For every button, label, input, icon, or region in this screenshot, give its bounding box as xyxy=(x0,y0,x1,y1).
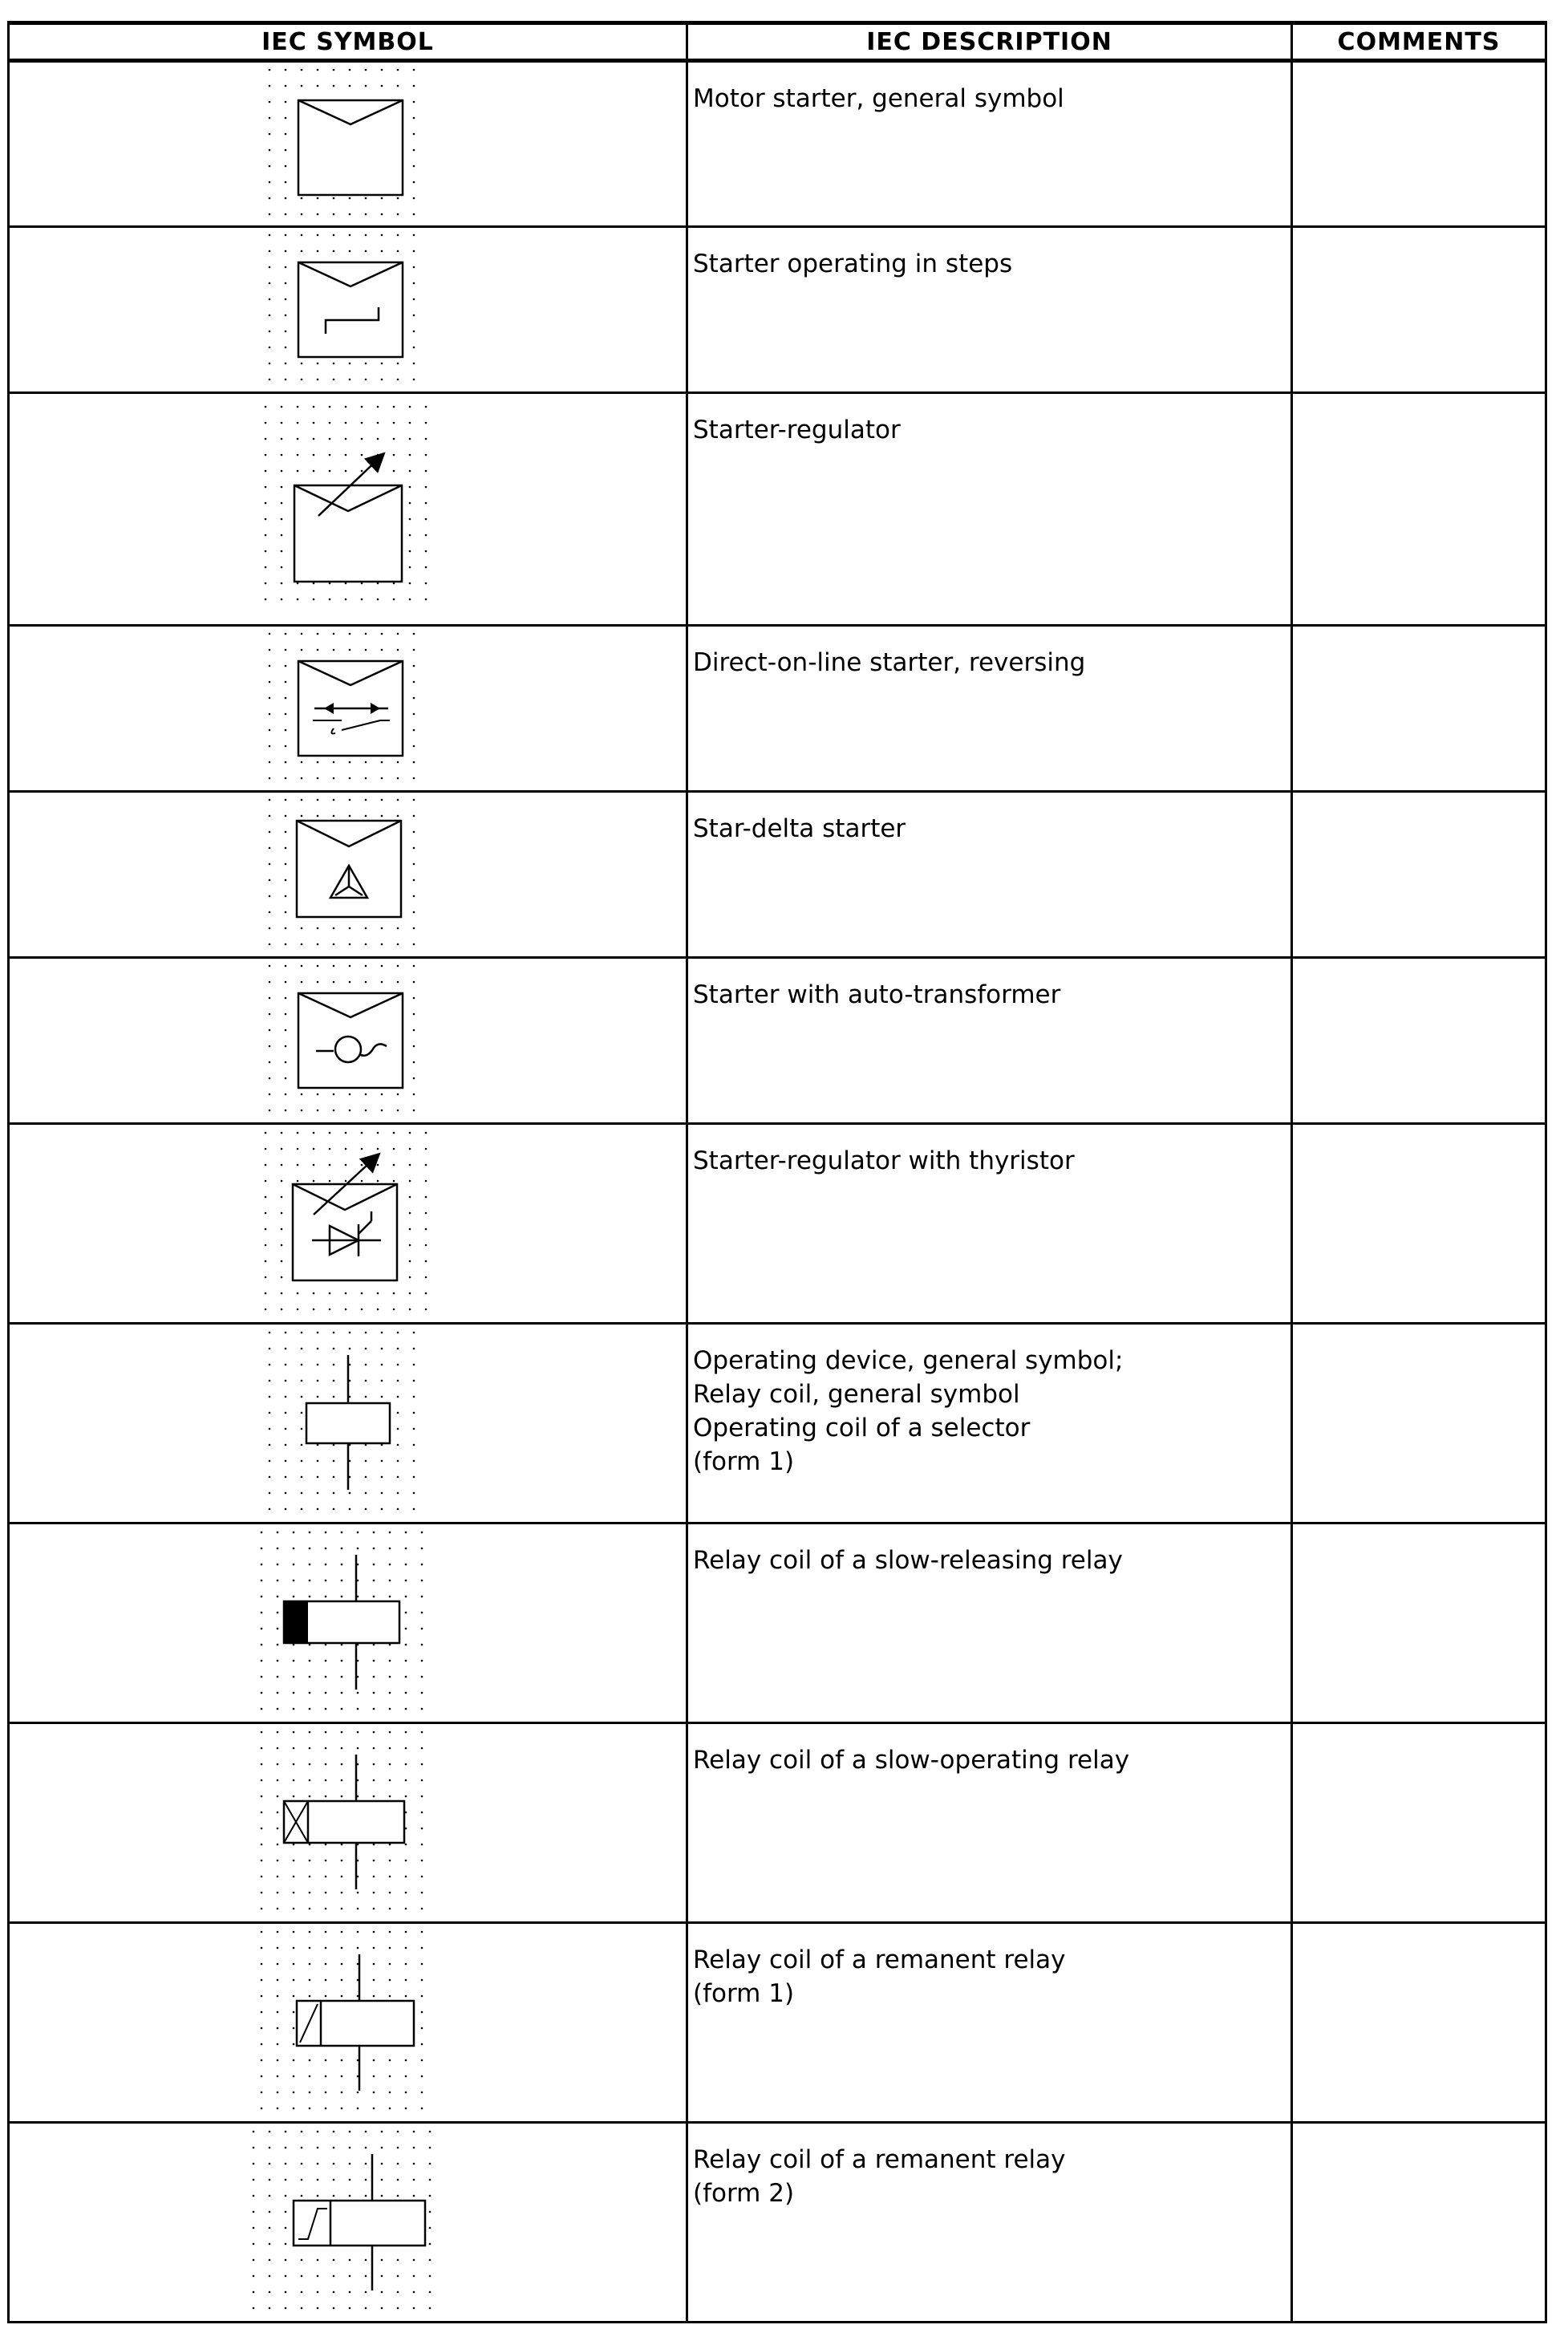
symbol-cell xyxy=(9,1124,687,1324)
comments-cell xyxy=(1292,61,1546,227)
symbol-cell xyxy=(9,1723,687,1923)
table-row xyxy=(9,792,1546,958)
comments-cell xyxy=(1292,1324,1546,1523)
description-line: (form 1) xyxy=(693,1979,795,2008)
description-cell xyxy=(687,626,1292,792)
symbol-cell xyxy=(9,61,687,227)
table-row xyxy=(9,626,1546,792)
iec-symbol-table-sheet xyxy=(7,21,1545,2319)
symbol-cell xyxy=(9,626,687,792)
header-iec-description: IEC DESCRIPTION xyxy=(687,23,1292,61)
starter-in-steps-symbol xyxy=(268,233,428,386)
table-row xyxy=(9,958,1546,1124)
relay-coil-general-symbol xyxy=(268,1331,428,1515)
iec-symbol-table xyxy=(7,21,1547,2323)
header-comments: COMMENTS xyxy=(1292,23,1546,61)
comments-cell xyxy=(1292,626,1546,792)
comments-cell xyxy=(1292,393,1546,626)
symbol-cell xyxy=(9,958,687,1124)
description-line: (form 2) xyxy=(693,2179,795,2208)
symbol-cell xyxy=(9,1923,687,2123)
table-row xyxy=(9,2123,1546,2323)
description-line: Direct-on-line starter, reversing xyxy=(693,648,1086,677)
description-line: Operating device, general symbol; xyxy=(693,1346,1124,1375)
description-cell xyxy=(687,1324,1292,1523)
description-line: Relay coil, general symbol xyxy=(693,1380,1020,1409)
description-cell xyxy=(687,1124,1292,1324)
description-cell xyxy=(687,61,1292,227)
table-row xyxy=(9,227,1546,393)
symbol-cell xyxy=(9,792,687,958)
description-line: Relay coil of a slow-releasing relay xyxy=(693,1546,1123,1575)
description-line: Starter-regulator with thyristor xyxy=(693,1146,1075,1175)
description-line: Starter-regulator xyxy=(693,416,901,444)
relay-coil-remanent-2-symbol xyxy=(252,2130,444,2315)
motor-starter-general-symbol xyxy=(268,68,428,221)
comments-cell xyxy=(1292,958,1546,1124)
description-cell xyxy=(687,393,1292,626)
table-row xyxy=(9,1923,1546,2123)
table-row xyxy=(9,1324,1546,1523)
table-row xyxy=(9,61,1546,227)
description-line: Motor starter, general symbol xyxy=(693,84,1064,113)
description-cell xyxy=(687,227,1292,393)
comments-cell xyxy=(1292,227,1546,393)
description-line: (form 1) xyxy=(693,1447,795,1476)
description-line: Star-delta starter xyxy=(693,814,906,843)
table-row xyxy=(9,393,1546,626)
description-cell xyxy=(687,1523,1292,1723)
table-row xyxy=(9,1723,1546,1923)
starter-regulator-symbol xyxy=(264,405,432,614)
direct-on-line-reversing-symbol xyxy=(268,632,428,785)
symbol-cell xyxy=(9,1523,687,1723)
symbol-cell xyxy=(9,393,687,626)
description-cell xyxy=(687,958,1292,1124)
relay-coil-slow-releasing-symbol xyxy=(260,1531,436,1715)
description-cell xyxy=(687,1923,1292,2123)
description-line: Operating coil of a selector xyxy=(693,1414,1031,1442)
description-line: Relay coil of a remanent relay xyxy=(693,1945,1066,1974)
table-row xyxy=(9,1523,1546,1723)
relay-coil-slow-operating-symbol xyxy=(260,1730,436,1915)
header-row xyxy=(9,23,1546,61)
comments-cell xyxy=(1292,792,1546,958)
description-cell xyxy=(687,1723,1292,1923)
star-delta-symbol xyxy=(268,798,428,951)
table-row xyxy=(9,1124,1546,1324)
symbol-cell xyxy=(9,2123,687,2323)
comments-cell xyxy=(1292,1723,1546,1923)
relay-coil-remanent-1-symbol xyxy=(260,1930,436,2115)
comments-cell xyxy=(1292,1523,1546,1723)
comments-cell xyxy=(1292,2123,1546,2323)
symbol-cell xyxy=(9,227,687,393)
symbol-cell xyxy=(9,1324,687,1523)
comments-cell xyxy=(1292,1124,1546,1324)
description-line: Starter operating in steps xyxy=(693,250,1013,278)
description-cell xyxy=(687,792,1292,958)
starter-regulator-thyristor-symbol xyxy=(264,1131,432,1316)
description-line: Relay coil of a remanent relay xyxy=(693,2145,1066,2174)
header-iec-symbol: IEC SYMBOL xyxy=(9,23,687,61)
description-line: Starter with auto-transformer xyxy=(693,980,1061,1009)
auto-transformer-symbol xyxy=(268,964,428,1117)
description-cell xyxy=(687,2123,1292,2323)
comments-cell xyxy=(1292,1923,1546,2123)
description-line: Relay coil of a slow-operating relay xyxy=(693,1746,1130,1775)
